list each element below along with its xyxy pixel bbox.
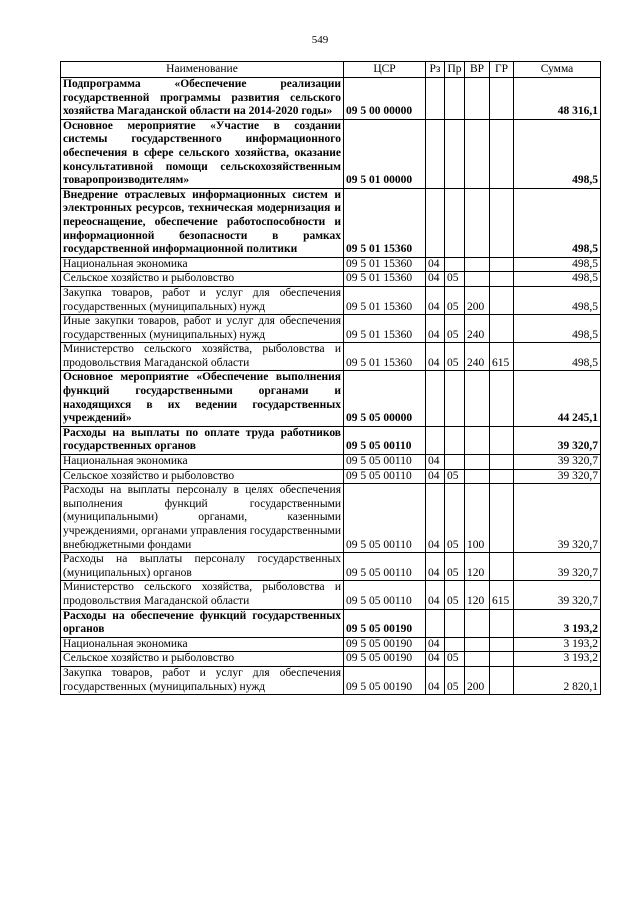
cell-name: Расходы на выплаты персоналу государственных (муниципальных) органов: [61, 553, 344, 581]
budget-table: [60, 61, 601, 695]
cell-gr: [490, 469, 514, 484]
cell-name: Расходы на выплаты персоналу в целях обеспечения выполнения функций государственными (муниципальными) органами, казенными учреждениями, органами управления государственными внебюджетными фондами: [61, 484, 344, 553]
cell-name: Расходы на обеспечение функций государственных органов: [61, 609, 344, 637]
cell-name: Национальная экономика: [61, 455, 344, 470]
table-row: [61, 553, 601, 581]
cell-pr: 05: [445, 666, 465, 694]
cell-rz: 04: [426, 637, 445, 652]
cell-vr: 240: [465, 315, 490, 343]
cell-csr: 09 5 05 00110: [344, 455, 426, 470]
cell-gr: [490, 666, 514, 694]
cell-vr: [465, 609, 490, 637]
cell-pr: 05: [445, 469, 465, 484]
cell-gr: [490, 78, 514, 120]
table-row: [61, 343, 601, 371]
cell-sum: 2 820,1: [514, 666, 601, 694]
cell-vr: [465, 637, 490, 652]
cell-rz: [426, 426, 445, 454]
header-name: Наименование: [61, 62, 344, 78]
cell-name: Национальная экономика: [61, 637, 344, 652]
cell-name: Министерство сельского хозяйства, рыболовства и продовольствия Магаданской области: [61, 581, 344, 609]
cell-vr: [465, 78, 490, 120]
cell-pr: 05: [445, 343, 465, 371]
cell-vr: [465, 272, 490, 287]
table-row: [61, 609, 601, 637]
cell-sum: 498,5: [514, 188, 601, 257]
cell-vr: 200: [465, 666, 490, 694]
cell-rz: 04: [426, 286, 445, 314]
header-rz: Рз: [426, 62, 445, 78]
table-row: [61, 652, 601, 667]
table-row: [61, 257, 601, 272]
cell-rz: [426, 609, 445, 637]
cell-vr: [465, 119, 490, 188]
table-row: [61, 272, 601, 287]
cell-rz: 04: [426, 484, 445, 553]
cell-vr: 120: [465, 581, 490, 609]
cell-csr: 09 5 05 00110: [344, 469, 426, 484]
cell-sum: 498,5: [514, 272, 601, 287]
table-row: [61, 637, 601, 652]
cell-pr: [445, 455, 465, 470]
cell-sum: 498,5: [514, 315, 601, 343]
cell-sum: 498,5: [514, 119, 601, 188]
cell-vr: [465, 652, 490, 667]
cell-rz: [426, 371, 445, 426]
cell-csr: 09 5 05 00110: [344, 484, 426, 553]
header-vr: ВР: [465, 62, 490, 78]
cell-sum: 39 320,7: [514, 455, 601, 470]
cell-name: Внедрение отраслевых информационных систем и электронных ресурсов, техническая модернизация и переоснащение, обеспечение работоспособности и информационной безопасности в рамках государственной информационной политики: [61, 188, 344, 257]
cell-name: Министерство сельского хозяйства, рыболовства и продовольствия Магаданской области: [61, 343, 344, 371]
header-csr: ЦСР: [344, 62, 426, 78]
cell-vr: 200: [465, 286, 490, 314]
cell-gr: 615: [490, 581, 514, 609]
cell-gr: [490, 315, 514, 343]
cell-rz: 04: [426, 455, 445, 470]
table-row: [61, 469, 601, 484]
table-row: [61, 581, 601, 609]
cell-sum: 3 193,2: [514, 637, 601, 652]
cell-name: Сельское хозяйство и рыболовство: [61, 469, 344, 484]
cell-name: Национальная экономика: [61, 257, 344, 272]
cell-pr: [445, 637, 465, 652]
header-pr: Пр: [445, 62, 465, 78]
cell-sum: 39 320,7: [514, 484, 601, 553]
cell-name: Иные закупки товаров, работ и услуг для обеспечения государственных (муниципальных) нужд: [61, 315, 344, 343]
page-number: 549: [311, 34, 329, 46]
table-row: [61, 371, 601, 426]
cell-sum: 498,5: [514, 343, 601, 371]
cell-rz: [426, 188, 445, 257]
cell-pr: [445, 371, 465, 426]
cell-gr: [490, 455, 514, 470]
cell-sum: 3 193,2: [514, 652, 601, 667]
table-row: [61, 426, 601, 454]
cell-pr: [445, 78, 465, 120]
cell-rz: 04: [426, 652, 445, 667]
cell-csr: 09 5 05 00000: [344, 371, 426, 426]
cell-gr: [490, 484, 514, 553]
cell-csr: 09 5 00 00000: [344, 78, 426, 120]
cell-pr: [445, 426, 465, 454]
cell-name: Закупка товаров, работ и услуг для обеспечения государственных (муниципальных) нужд: [61, 666, 344, 694]
table-row: [61, 286, 601, 314]
cell-vr: [465, 455, 490, 470]
cell-vr: 240: [465, 343, 490, 371]
cell-gr: [490, 257, 514, 272]
cell-sum: 498,5: [514, 257, 601, 272]
cell-vr: 100: [465, 484, 490, 553]
cell-vr: [465, 371, 490, 426]
cell-name: Закупка товаров, работ и услуг для обеспечения государственных (муниципальных) нужд: [61, 286, 344, 314]
cell-csr: 09 5 05 00110: [344, 581, 426, 609]
cell-name: Основное мероприятие «Участие в создании системы государственного информационного обеспечения в сфере сельского хозяйства, оказание консультативной помощи сельскохозяйственным товаропроизводителям»: [61, 119, 344, 188]
table-row: [61, 315, 601, 343]
cell-gr: [490, 272, 514, 287]
cell-gr: [490, 553, 514, 581]
cell-sum: 3 193,2: [514, 609, 601, 637]
cell-sum: 39 320,7: [514, 581, 601, 609]
cell-csr: 09 5 01 15360: [344, 315, 426, 343]
cell-csr: 09 5 01 15360: [344, 272, 426, 287]
table-body: [61, 78, 601, 695]
cell-rz: 04: [426, 581, 445, 609]
cell-sum: 39 320,7: [514, 553, 601, 581]
cell-csr: 09 5 01 15360: [344, 188, 426, 257]
cell-name: Сельское хозяйство и рыболовство: [61, 652, 344, 667]
table-row: [61, 188, 601, 257]
cell-gr: [490, 637, 514, 652]
cell-pr: 05: [445, 581, 465, 609]
table-row: [61, 484, 601, 553]
cell-csr: 09 5 05 00190: [344, 652, 426, 667]
cell-rz: [426, 119, 445, 188]
cell-rz: 04: [426, 257, 445, 272]
cell-sum: 39 320,7: [514, 426, 601, 454]
cell-sum: 498,5: [514, 286, 601, 314]
cell-pr: 05: [445, 315, 465, 343]
cell-rz: 04: [426, 666, 445, 694]
cell-rz: 04: [426, 315, 445, 343]
header-gr: ГР: [490, 62, 514, 78]
cell-gr: [490, 188, 514, 257]
cell-name: Основное мероприятие «Обеспечение выполнения функций государственными органами и находящихся в их ведении государственных учреждений»: [61, 371, 344, 426]
cell-pr: 05: [445, 484, 465, 553]
cell-pr: [445, 609, 465, 637]
table-row: [61, 455, 601, 470]
cell-pr: 05: [445, 553, 465, 581]
cell-rz: 04: [426, 553, 445, 581]
cell-pr: 05: [445, 272, 465, 287]
header-sum: Сумма: [514, 62, 601, 78]
cell-gr: 615: [490, 343, 514, 371]
cell-name: Расходы на выплаты по оплате труда работников государственных органов: [61, 426, 344, 454]
cell-pr: 05: [445, 286, 465, 314]
cell-gr: [490, 371, 514, 426]
cell-csr: 09 5 05 00190: [344, 609, 426, 637]
cell-gr: [490, 119, 514, 188]
cell-gr: [490, 286, 514, 314]
cell-pr: [445, 257, 465, 272]
cell-vr: 120: [465, 553, 490, 581]
table-row: [61, 78, 601, 120]
cell-rz: 04: [426, 272, 445, 287]
cell-vr: [465, 257, 490, 272]
cell-sum: 48 316,1: [514, 78, 601, 120]
cell-vr: [465, 426, 490, 454]
cell-csr: 09 5 05 00110: [344, 553, 426, 581]
cell-rz: 04: [426, 469, 445, 484]
cell-gr: [490, 609, 514, 637]
cell-sum: 39 320,7: [514, 469, 601, 484]
cell-sum: 44 245,1: [514, 371, 601, 426]
cell-csr: 09 5 05 00110: [344, 426, 426, 454]
cell-pr: 05: [445, 652, 465, 667]
cell-rz: 04: [426, 343, 445, 371]
cell-name: Сельское хозяйство и рыболовство: [61, 272, 344, 287]
cell-vr: [465, 469, 490, 484]
cell-csr: 09 5 01 00000: [344, 119, 426, 188]
table-header-row: [61, 62, 601, 78]
cell-csr: 09 5 05 00190: [344, 666, 426, 694]
table-row: [61, 666, 601, 694]
cell-csr: 09 5 05 00190: [344, 637, 426, 652]
table-row: [61, 119, 601, 188]
cell-pr: [445, 119, 465, 188]
cell-csr: 09 5 01 15360: [344, 286, 426, 314]
cell-vr: [465, 188, 490, 257]
cell-csr: 09 5 01 15360: [344, 257, 426, 272]
cell-rz: [426, 78, 445, 120]
cell-pr: [445, 188, 465, 257]
cell-gr: [490, 652, 514, 667]
cell-gr: [490, 426, 514, 454]
cell-name: Подпрограмма «Обеспечение реализации государственной программы развития сельского хозяйства Магаданской области на 2014-2020 годы»: [61, 78, 344, 120]
cell-csr: 09 5 01 15360: [344, 343, 426, 371]
